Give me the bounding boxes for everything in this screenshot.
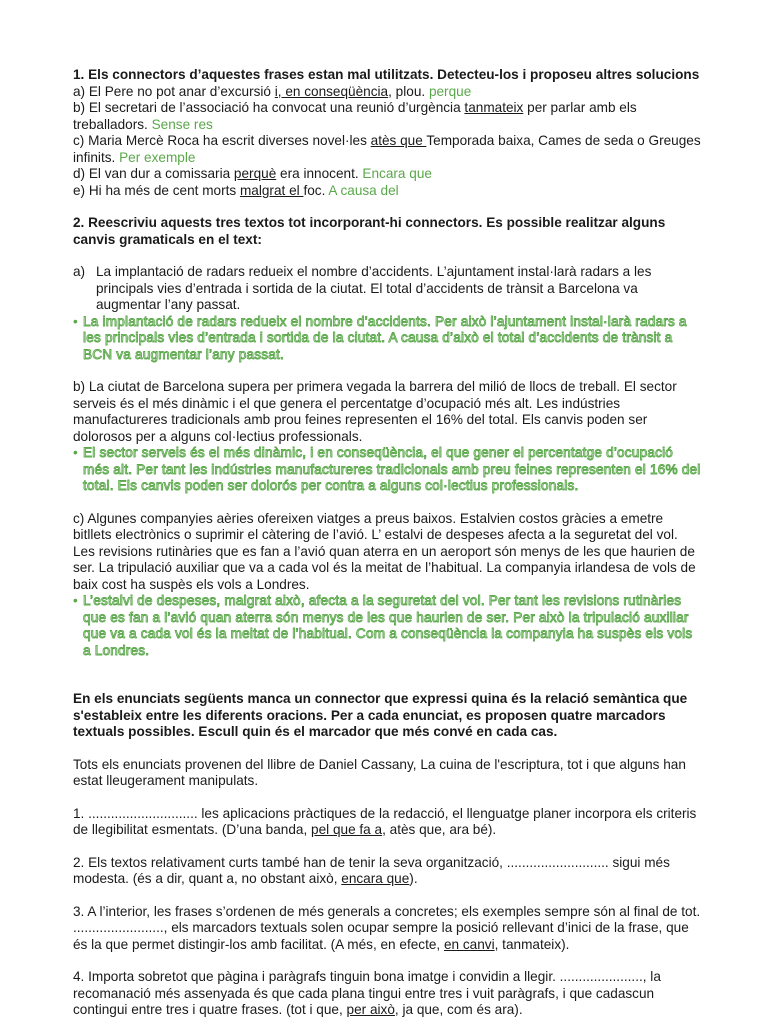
s3-intro: Tots els enunciats provenen del llibre de Daniel Cassany, La cuina de l'escriptura, tot i que alguns han estat lleugerament manipulats. — [73, 756, 686, 788]
s2-a-marker: a) — [73, 264, 86, 279]
bullet-icon: • — [73, 593, 78, 608]
s2-text-b: b) La ciutat de Barcelona supera per primera vegada la barrera del milió de llocs de treball. El sector serveis és el més dinàmic i el que genera el percentatge d’ocupació més alt. Les indústries manufactureres tradicionals amb prou feines representen el 16% del total. Els canvis poden ser dolorosos per a alguns col·lectius professionals. — [73, 379, 677, 444]
s1-d-answer: Encara que — [362, 166, 432, 181]
s1-a-answer: perque — [428, 83, 472, 99]
s3-q3-answer: en canvi — [443, 936, 495, 952]
s2-c-answer-text: L’estalvi de despeses, malgrat això, afecta a la seguretat del vol. Per tant les revisions rutinàries que es fan a l’avió quan aterra són menys de les que haurien de ser. Per això la tripulació auxiliar que va a cada vol és la meitat de l’habitual. Com a conseqüència la companyia ha suspès els vols a Londres. — [83, 593, 693, 658]
section-3-title: En els enunciats següents manca un connector que expressi quina és la relació semàntica que s'estableix entre les diferents oracions. Per a cada enunciat, es proposen quatre marcadors textuals possibles. Escull quin és el marcador que més convé en cada cas. — [73, 691, 688, 739]
s3-q2-text: 2. Els textos relativament curts també han de tenir la seva organització, ........................... sigui més modesta. (és a dir, quant a, no obstant això, — [73, 854, 670, 886]
s1-b-text: b) El secretari de l’associació ha convocat una reunió d’urgència — [73, 100, 465, 115]
s3-q3-text-end: , tanmateix). — [494, 936, 570, 952]
s2-a-answer — [73, 314, 701, 364]
s1-b-connector: tanmateix — [464, 100, 524, 115]
s1-e-answer: A causa del — [328, 182, 399, 198]
s1-a-connector: i, en conseqüència — [274, 83, 389, 99]
s1-a-text-end: , plou. — [388, 83, 429, 99]
s2-b-answer-text: El sector serveis és el més dinàmic, i en conseqüència, el que gener el percentatge d’ocupació més alt. Per tant les indústries manufactureres tradicionals amb preu feines representen el 16% del total. Els canvis poden ser dolorós per contra a alguns col·lectius professionals. — [83, 445, 701, 493]
s2-a-text: La implantació de radars redueix el nombre d’accidents. L’ajuntament instal·larà radars a les principals vies d’entrada i sortida de la ciutat. El total d’accidents de trànsit a Barcelona va augmentar l’any passat. — [96, 264, 652, 312]
s1-b-answer: Sense res — [151, 116, 213, 132]
s1-a-text: a) El Pere no pot anar d’excursió — [73, 83, 275, 99]
bullet-icon: • — [73, 445, 78, 460]
s1-item-d — [73, 166, 701, 183]
s1-c-answer: Per exemple — [119, 149, 196, 165]
s1-d-text-end: era innocent. — [276, 166, 363, 181]
s3-q1-answer: pel que fa a — [311, 822, 383, 837]
s3-question-2 — [73, 855, 701, 888]
s2-text-a — [73, 264, 701, 314]
s1-e-text-end: foc. — [303, 182, 329, 198]
s3-q2-text-end: ). — [409, 871, 418, 886]
s3-q1-text-end: , atès que, ara bé). — [382, 822, 497, 837]
s3-question-4 — [73, 969, 701, 1019]
s1-c-connector: atès que — [370, 133, 427, 148]
s3-q1-text: 1. ............................. les aplicacions pràctiques de la redacció, el llenguatge planer incorpora els criteris de llegibilitat esmentats. (D’una banda, — [73, 805, 697, 837]
s3-q4-text: 4. Importa sobretot que pàgina i paràgrafs tinguin bona imatge i convidin a llegir. ......................, la recomanació més assenyada és que cada plana tingui entre tres i vuit paràgrafs, i que cadascun contingui entre tres i quatre frases. (tot i que, — [73, 969, 661, 1017]
s3-question-3 — [73, 904, 701, 954]
s1-c-text-end: Temporada baixa, Cames de seda o Greuges infinits. — [73, 133, 701, 165]
s1-d-text: d) El van dur a comissaria — [73, 166, 234, 181]
s2-b-answer — [73, 445, 701, 495]
s1-c-text: c) Maria Mercè Roca ha escrit diverses novel·les — [73, 133, 371, 148]
s3-q2-answer: encara que — [341, 871, 410, 886]
s1-item-e — [73, 183, 701, 200]
section-2-title: 2. Reescriviu aquests tres textos tot incorporant-hi connectors. Es possible realitzar alguns canvis gramaticals en el text: — [73, 215, 666, 247]
s3-q4-answer: per això — [346, 1002, 395, 1017]
s2-text-c: c) Algunes companyies aèries ofereixen viatges a preus baixos. Estalvien costos gràcies a emetre bitllets electrònics o suprimir el càtering de l’avió. L’ estalvi de despeses afecta a la seguretat del vol. Les revisions rutinàries que es fan a l’avió quan aterra en un aeroport són menys de les que haurien de ser. La tripulació auxiliar que va a cada vol és la meitat de l’habitual. La companyia irlandesa de vols de baix cost ha suspès els vols a Londres. — [73, 510, 696, 592]
document-page — [73, 67, 701, 1019]
s2-c-answer — [73, 593, 701, 659]
s3-q3-text: 3. A l’interior, les frases s’ordenen de més generals a concretes; els exemples sempre són al final de tot. ........................, els marcadors textuals solen ocupar sempre la posició rellevant d’inici de la frase, que és la que permet distingir-los amb facilitat. (A més, en efecte, — [73, 903, 701, 952]
s2-a-answer-text: La implantació de radars redueix el nombre d’accidents. Per això l’ajuntament instal·larà radars a les principals vies d’entrada i sortida de la ciutat. A causa d’això el total d’accidents de trànsit a BCN va augmentar l’any passat. — [83, 313, 687, 362]
s1-e-text: e) Hi ha més de cent morts — [73, 182, 240, 198]
s1-item-c — [73, 133, 701, 166]
s3-q4-text-end: , ja que, com és ara). — [394, 1002, 523, 1017]
s1-item-a — [73, 84, 701, 101]
bullet-icon: • — [73, 313, 78, 329]
s3-question-1 — [73, 806, 701, 839]
section-1-title: 1. Els connectors d’aquestes frases estan mal utilitzats. Detecteu-los i proposeu altres solucions — [73, 67, 700, 82]
s1-e-connector: malgrat el — [239, 182, 304, 198]
s1-b-text-end: per parlar amb els treballadors. — [73, 100, 637, 132]
s1-item-b — [73, 100, 701, 133]
s1-d-connector: perquè — [233, 166, 277, 181]
